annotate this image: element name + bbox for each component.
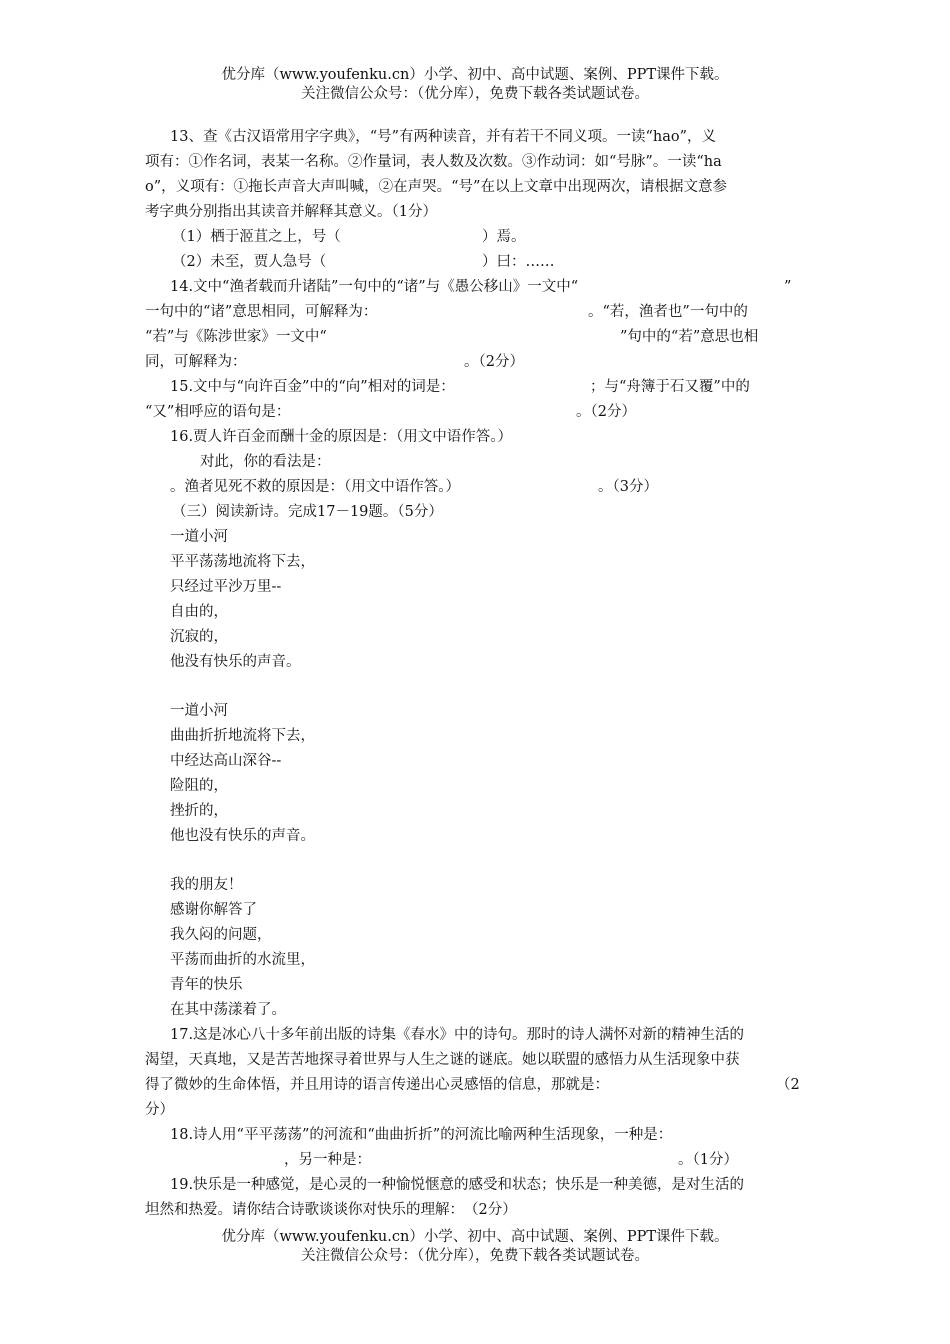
q13-line-1: 13、查《古汉语常用字字典》，“号”有两种读音，并有若干不同义项。一读“hao”，义 xyxy=(170,129,717,145)
q13-line-2: 项有：①作名词，表某一名称。②作量词，表人数及次数。③作动词：如“号脉”。一读“ha xyxy=(145,154,722,170)
poem-line: 一道小河 xyxy=(170,703,228,719)
poem-line: 平荡而曲折的水流里， xyxy=(170,952,315,968)
q13-sub-1-prefix: （1）栖于洍苴之上，号（ xyxy=(172,229,341,245)
q15-line-2-prefix: “又”相呼应的语句是： xyxy=(145,404,291,420)
q13-line-4: 考字典分别指出其读音并解释其意义。（1分） xyxy=(145,204,437,220)
q16-line-3-prefix: 。渔者见死不救的原因是：（用文中语作答。） xyxy=(170,479,460,495)
q16-line-2: 对此，你的看法是： xyxy=(200,454,331,470)
poem-line: 险阻的， xyxy=(170,778,228,794)
page-header xyxy=(0,66,950,104)
q16-line-3-suffix: 。（3分） xyxy=(598,479,658,495)
footer-line-2: 关注微信公众号：（优分库），免费下载各类试题试卷。 xyxy=(301,1248,649,1264)
q14-line-2-suffix: 。“若，渔者也”一句中的 xyxy=(588,304,748,320)
q13-sub-2-prefix: （2）未至，贾人急号（ xyxy=(172,254,327,270)
q13-sub-1-suffix: ）焉。 xyxy=(482,229,526,245)
q14-line-3-suffix: ”句中的“若”意思也相 xyxy=(620,329,759,345)
poem-line: 平平荡荡地流将下去， xyxy=(170,554,315,570)
poem-line: 自由的， xyxy=(170,604,228,620)
q19-line-1: 19.快乐是一种感觉，是心灵的一种愉悦惬意的感受和状态；快乐是一种美德，是对生活的 xyxy=(170,1177,745,1193)
q14-line-2-prefix: 一句中的“诸”意思相同，可解释为： xyxy=(145,304,378,320)
q14-line-3-prefix: “若”与《陈涉世家》一文中“ xyxy=(145,329,327,345)
q17-line-3-prefix: 得了微妙的生命体悟，并且用诗的语言传递出心灵感悟的信息，那就是： xyxy=(145,1077,609,1093)
q17-line-2: 渴望，天真地，又是苦苦地探寻着世界与人生之谜的谜底。她以联盟的感悟力从生活现象中获 xyxy=(145,1052,740,1068)
q16-line-1: 16.贾人许百金而酬十金的原因是：（用文中语作答。） xyxy=(170,429,513,445)
footer-line-1: 优分库（www.youfenku.cn）小学、初中、高中试题、案例、PPT课件下载。 xyxy=(221,1229,729,1245)
q19-line-2: 坦然和热爱。请你结合诗歌谈谈你对快乐的理解： （2分） xyxy=(145,1202,517,1218)
poem-line: 挫折的， xyxy=(170,803,228,819)
poem-line: 他也没有快乐的声音。 xyxy=(170,828,315,844)
poem-line: 青年的快乐 xyxy=(170,977,243,993)
page-footer xyxy=(0,1228,950,1266)
q15-line-2-suffix: 。（2分） xyxy=(576,404,636,420)
q14-line-4-suffix: 。（2分） xyxy=(464,354,524,370)
poem-line: 感谢你解答了 xyxy=(170,902,257,918)
q17-line-3-suffix: （2 xyxy=(776,1077,800,1093)
q15-line-1-suffix: ；与“舟簿于石又覆”中的 xyxy=(590,379,750,395)
poem-line: 我的朋友！ xyxy=(170,877,243,893)
poem-line: 他没有快乐的声音。 xyxy=(170,654,301,670)
poem-line: 中经达高山深谷-- xyxy=(170,753,282,769)
q18-line-2-prefix: ，另一种是： xyxy=(284,1152,371,1168)
q13-line-3: o”，义项有：①拖长声音大声叫喊，②在声哭。“号”在以上文章中出现两次，请根据文意参 xyxy=(145,179,727,195)
poem-line: 只经过平沙万里-- xyxy=(170,579,282,595)
q17-line-4: 分） xyxy=(145,1102,174,1118)
q17-line-1: 17.这是冰心八十多年前出版的诗集《春水》中的诗句。那时的诗人满怀对新的精神生活的 xyxy=(170,1027,745,1043)
header-line-2: 关注微信公众号：（优分库），免费下载各类试题试卷。 xyxy=(301,86,649,102)
poem-line: 在其中荡漾着了。 xyxy=(170,1002,286,1018)
q13-sub-2-suffix: ）曰：…… xyxy=(482,254,555,270)
poem-line: 我久闷的问题， xyxy=(170,927,272,943)
section-3-title: （三）阅读新诗。完成17－19题。（5分） xyxy=(172,504,443,520)
header-line-1: 优分库（www.youfenku.cn）小学、初中、高中试题、案例、PPT课件下载。 xyxy=(221,67,729,83)
q15-line-1-prefix: 15.文中与“向许百金”中的“向”相对的词是： xyxy=(170,379,455,395)
poem-line: 一道小河 xyxy=(170,529,228,545)
poem-line: 曲曲折折地流将下去， xyxy=(170,728,315,744)
q14-line-1-suffix: ” xyxy=(784,279,792,295)
q18-line-1: 18.诗人用“平平荡荡”的河流和“曲曲折折”的河流比喻两种生活现象，一种是： xyxy=(170,1127,673,1143)
q18-line-2-suffix: 。（1分） xyxy=(678,1152,738,1168)
q14-line-1-prefix: 14.文中“渔者载而升诸陆”一句中的“诸”与《愚公移山》一文中“ xyxy=(170,279,579,295)
poem-line: 沉寂的， xyxy=(170,629,228,645)
q14-line-4-prefix: 同，可解释为： xyxy=(145,354,247,370)
